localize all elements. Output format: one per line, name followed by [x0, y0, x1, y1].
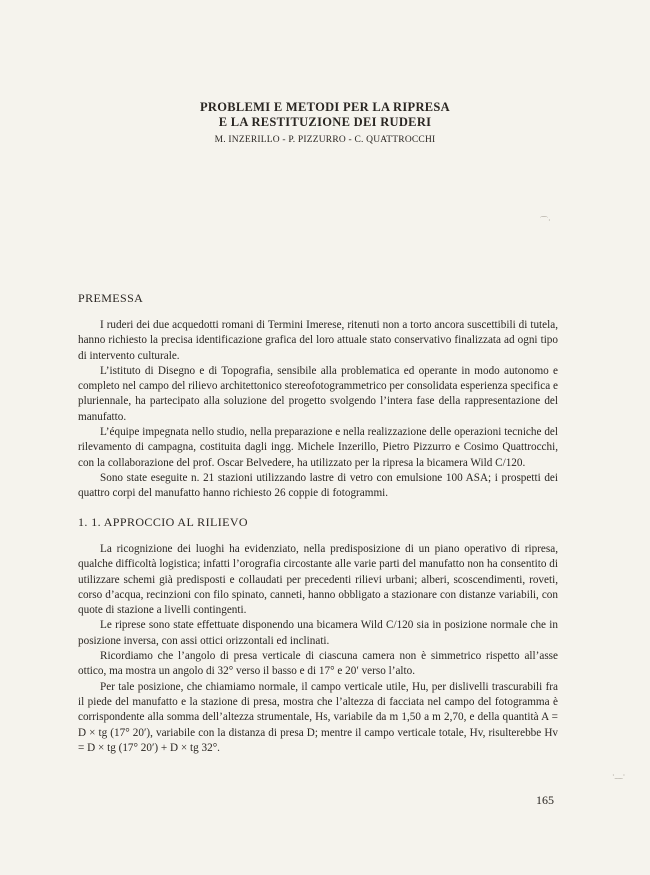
- section-body-premessa: [78, 318, 558, 502]
- section-heading-approccio: 1. 1. APPROCCIO AL RILIEVO: [78, 515, 248, 529]
- authors-line: M. INZERILLO - P. PIZZURRO - C. QUATTROCCHI: [214, 135, 436, 145]
- paragraph: Ricordiamo che l’angolo di presa verticale di ciascuna camera non è simmetrico rispetto all’asse ottico, ma mostra un angolo di 32° verso il basso e di 17° e 20′ verso l’alto.: [78, 650, 558, 678]
- paragraph: I ruderi dei due acquedotti romani di Termini Imerese, ritenuti non a torto ancora suscettibili di tutela, hanno richiesto la precisa identificazione grafica del loro attuale stato conservativo finalizzata ad ogni tipo di intervento culturale.: [78, 319, 558, 362]
- section-heading-premessa: PREMESSA: [78, 291, 144, 305]
- paper-title: [0, 100, 650, 130]
- scan-mark: ⌒·: [540, 216, 551, 225]
- paragraph: La ricognizione dei luoghi ha evidenziato, nella predisposizione di un piano operativo di ripresa, qualche difficoltà logistica; infatti l’orografia circostante alle varie parti del manufatto non ha consentito di utilizzare schemi già predisposti e collaudati per precedenti rilievi urbani; alberi, scoscendimenti, roveti, corso d’acqua, recinzioni con filo spinato, canneti, hanno obbligato a stazionare con distanze variabili, con quote di stazione a livelli contingenti.: [78, 543, 558, 617]
- paragraph: L’équipe impegnata nello studio, nella preparazione e nella realizzazione delle operazioni tecniche del rilevamento di campagna, costituita dagli ingg. Michele Inzerillo, Pietro Pizzurro e Cosimo Quattrocchi, con la collaborazione del prof. Oscar Belvedere, ha utilizzato per la ripresa la bicamera Wild C/120.: [78, 426, 558, 469]
- title-line-2: E LA RESTITUZIONE DEI RUDERI: [218, 115, 432, 129]
- paragraph: Sono state eseguite n. 21 stazioni utilizzando lastre di vetro con emulsione 100 ASA; i prospetti dei quattro corpi del manufatto hanno richiesto 26 coppie di fotogrammi.: [78, 471, 558, 500]
- paragraph: L’istituto di Disegno e di Topografia, sensibile alla problematica ed operante in modo autonomo e completo nel campo del rilievo architettonico stereofotogrammetrico per consolidata esperienza specifica e pluriennale, ha partecipato alla soluzione del progetto svolgendo l’intera fase della rappresentazione del manufatto.: [78, 364, 558, 423]
- title-line-1: PROBLEMI E METODI PER LA RIPRESA: [199, 100, 451, 114]
- paragraph: Le riprese sono state effettuate disponendo una bicamera Wild C/120 sia in posizione normale che in posizione inversa, con assi ottici orizzontali ed inclinati.: [78, 619, 558, 647]
- paragraph: Per tale posizione, che chiamiamo normale, il campo verticale utile, Hu, per dislivelli trascurabili fra il piede del manufatto e la stazione di presa, mostra che l’altezza di facciata nel campo del fotogramma è corrispondente alla somma dell’altezza strumentale, Hs, variabile da m 1,50 a m 2,70, e della quantità A = D × tg (17° 20′), variabile con la distanza di presa D; mentre il campo verticale totale, Hv, risulterebbe Hv = D × tg (17° 20′) + D × tg 32°.: [78, 680, 558, 754]
- page-number: 165: [536, 793, 554, 807]
- scan-mark: ·﹏·: [612, 771, 626, 780]
- section-body-approccio: [78, 542, 558, 756]
